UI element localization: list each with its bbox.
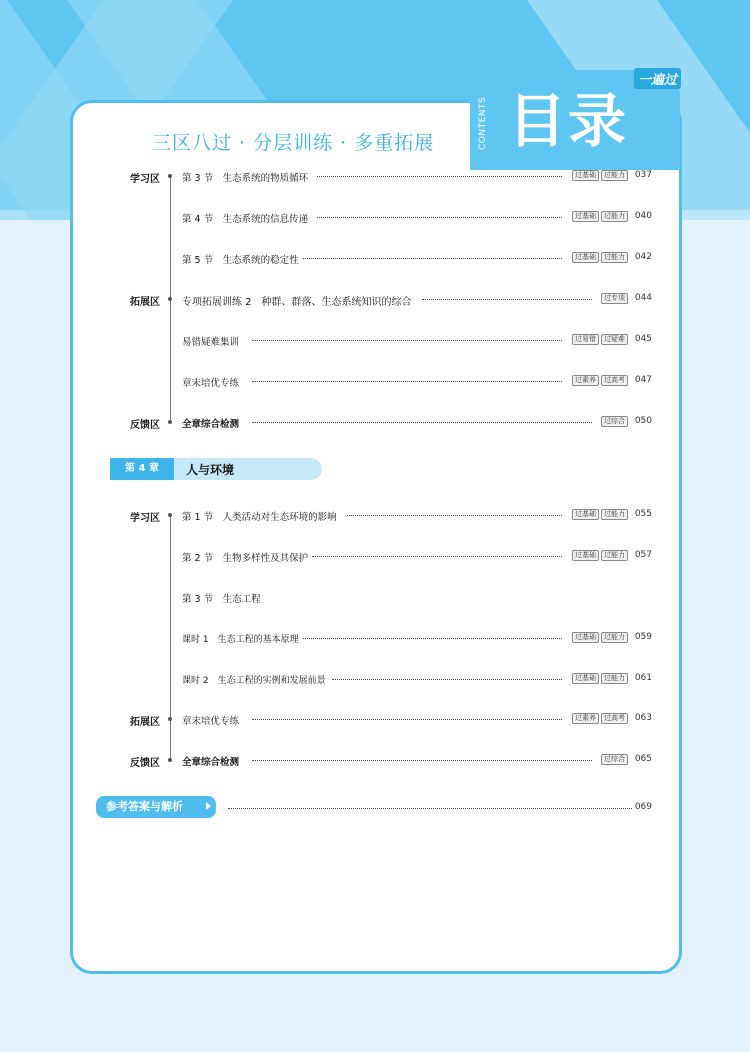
page-number: 050 xyxy=(634,416,652,426)
toc-entry[interactable] xyxy=(182,211,652,225)
dot-leader xyxy=(252,340,562,341)
page-title: 目录 xyxy=(508,87,629,155)
tag: 过基础 xyxy=(572,550,599,561)
tag: 过素养 xyxy=(572,713,599,724)
dot-leader xyxy=(252,422,592,423)
dot-leader xyxy=(252,760,592,761)
entry-tags xyxy=(568,550,628,561)
dot-leader xyxy=(332,679,562,680)
entry-title: 第 3 节 生态工程 xyxy=(182,591,265,605)
tag: 过基础 xyxy=(572,509,599,520)
page-number: 040 xyxy=(634,211,652,221)
toc-entry[interactable] xyxy=(182,713,652,727)
dot-leader xyxy=(312,556,562,557)
toc-entry[interactable] xyxy=(182,170,652,184)
entry-title: 章末培优专练 xyxy=(182,713,243,727)
page-number: 042 xyxy=(634,252,652,262)
tagline: 三区八过 · 分层训练 · 多重拓展 xyxy=(152,132,435,154)
tag: 过高考 xyxy=(601,375,628,386)
dot-leader xyxy=(297,638,562,639)
brand-logo: 一遍过 xyxy=(634,68,681,89)
toc-entry[interactable] xyxy=(182,509,652,523)
entry-title: 专项拓展训练 2 种群、群落、生态系统知识的综合 xyxy=(182,293,416,308)
tag: 过基础 xyxy=(572,632,599,643)
entry-title: 第 1 节 人类活动对生态环境的影响 xyxy=(182,509,341,523)
tag: 过疑难 xyxy=(601,334,628,345)
page-number: 045 xyxy=(634,334,652,344)
zone-dot xyxy=(168,174,172,178)
page-number: 065 xyxy=(634,754,652,764)
toc-card xyxy=(70,100,682,974)
tag: 过能力 xyxy=(601,550,628,561)
tag: 过能力 xyxy=(601,170,628,181)
tag: 过能力 xyxy=(601,632,628,643)
toc-entry[interactable] xyxy=(182,632,652,646)
answers-button[interactable]: 参考答案与解析 xyxy=(96,796,216,818)
toc-entry[interactable] xyxy=(182,293,652,307)
entry-tags xyxy=(568,375,628,386)
toc-entry[interactable] xyxy=(182,550,652,564)
tag: 过基础 xyxy=(572,211,599,222)
zone-dot xyxy=(168,420,172,424)
entry-tags xyxy=(568,252,628,263)
entry-tags xyxy=(597,754,628,765)
tag: 过能力 xyxy=(601,211,628,222)
page-number: 063 xyxy=(634,713,652,723)
chapter-title[interactable]: 人与环境 xyxy=(186,463,235,477)
entry-title: 课时 1 生态工程的基本原理 xyxy=(182,632,303,645)
arrow-right-icon xyxy=(206,802,211,810)
dot-leader xyxy=(302,258,562,259)
toc-entry[interactable] xyxy=(182,591,652,605)
toc-entry[interactable] xyxy=(182,416,652,430)
entry-title: 全章综合检测 xyxy=(182,754,243,768)
entry-tags xyxy=(568,509,628,520)
tag: 过基础 xyxy=(572,170,599,181)
page-number: 059 xyxy=(634,632,652,642)
zone-label: 学习区 xyxy=(130,513,160,524)
entry-title: 易错疑难集训 xyxy=(182,334,243,348)
dot-leader xyxy=(228,808,632,809)
entry-tags xyxy=(568,673,628,684)
dot-leader xyxy=(252,719,562,720)
dot-leader xyxy=(252,381,562,382)
toc-entry[interactable] xyxy=(182,754,652,768)
zone-label: 反馈区 xyxy=(130,758,160,769)
page-number: 057 xyxy=(634,550,652,560)
toc-entry[interactable] xyxy=(182,334,652,348)
entry-title: 第 5 节 生态系统的稳定性 xyxy=(182,252,303,266)
dot-leader xyxy=(317,217,562,218)
tag: 过能力 xyxy=(601,673,628,684)
tag: 过高考 xyxy=(601,713,628,724)
tag: 过综合 xyxy=(601,754,628,765)
tag: 过能力 xyxy=(601,252,628,263)
chapter-number: 第 4 章 xyxy=(110,458,174,480)
entry-tags xyxy=(597,293,628,304)
toc-entry[interactable] xyxy=(182,375,652,389)
contents-label: CONTENTS xyxy=(478,96,488,150)
zone-label: 拓展区 xyxy=(130,717,160,728)
entry-tags xyxy=(568,632,628,643)
dot-leader xyxy=(422,299,592,300)
zone-label: 拓展区 xyxy=(130,297,160,308)
page-number: 047 xyxy=(634,375,652,385)
entry-title: 全章综合检测 xyxy=(182,416,243,430)
entry-title: 章末培优专练 xyxy=(182,375,243,389)
answers-entry[interactable] xyxy=(228,802,652,816)
tag: 过专项 xyxy=(601,293,628,304)
entry-title: 第 2 节 生物多样性及其保护 xyxy=(182,550,312,564)
section2-rule xyxy=(170,515,171,761)
tag: 过易错 xyxy=(572,334,599,345)
entry-tags xyxy=(568,713,628,724)
zone-label: 学习区 xyxy=(130,174,160,185)
zone-dot xyxy=(168,513,172,517)
entry-title: 第 3 节 生态系统的物质循环 xyxy=(182,170,312,184)
dot-leader xyxy=(347,515,562,516)
page-number: 061 xyxy=(634,673,652,683)
zone-dot xyxy=(168,297,172,301)
toc-entry[interactable] xyxy=(182,252,652,266)
tag: 过基础 xyxy=(572,673,599,684)
zone-dot xyxy=(168,758,172,762)
toc-entry[interactable] xyxy=(182,673,652,687)
tag: 过能力 xyxy=(601,509,628,520)
entry-title: 第 4 节 生态系统的信息传递 xyxy=(182,211,312,225)
zone-label: 反馈区 xyxy=(130,420,160,431)
entry-tags xyxy=(597,416,628,427)
page-number: 055 xyxy=(634,509,652,519)
page-number: 069 xyxy=(634,802,652,812)
dot-leader xyxy=(317,176,562,177)
entry-tags xyxy=(568,211,628,222)
page-number: 044 xyxy=(634,293,652,303)
tag: 过综合 xyxy=(601,416,628,427)
entry-tags xyxy=(568,334,628,345)
tag: 过素养 xyxy=(572,375,599,386)
entry-tags xyxy=(568,170,628,181)
page-number: 037 xyxy=(634,170,652,180)
zone-dot xyxy=(168,717,172,721)
entry-title: 课时 2 生态工程的实例和发展前景 xyxy=(182,673,330,686)
tag: 过基础 xyxy=(572,252,599,263)
